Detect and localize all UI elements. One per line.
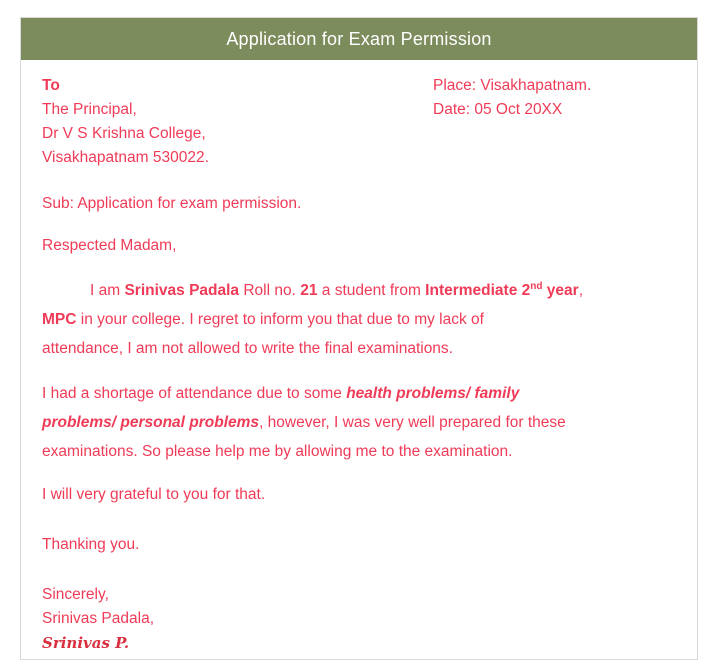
subject-line: Sub: Application for exam permission. [42, 195, 302, 212]
recipient-city: Visakhapatnam 530022. [42, 149, 209, 166]
paragraph-2-line-3: examinations. So please help me by allowing me to the examination. [42, 443, 513, 460]
letter-title: Application for Exam Permission [21, 18, 697, 60]
roll-number: 21 [300, 282, 318, 299]
p1-text-5: in your college. I regret to inform you that due to my lack of [76, 311, 484, 328]
closing-block [42, 583, 682, 655]
letter-body [42, 74, 682, 655]
paragraph-1-line-1 [42, 276, 682, 305]
paragraph-2 [42, 379, 682, 466]
salutation: Respected Madam, [42, 237, 177, 254]
paragraph-2-line-1 [42, 379, 682, 408]
course-year [425, 282, 579, 299]
paragraph-1 [42, 276, 682, 363]
p2-text-1: I had a shortage of attendance due to some [42, 385, 347, 402]
recipient-college: Dr V S Krishna College, [42, 125, 206, 142]
paragraph-1-line-2 [42, 305, 682, 334]
paragraph-3: I will very grateful to you for that. [42, 486, 266, 503]
course-group: MPC [42, 311, 77, 328]
p2-text-2: , however, I was very well prepared for these [259, 414, 566, 431]
p1-comma: , [578, 282, 584, 299]
paragraph-1-line-3: attendance, I am not allowed to write the final examinations. [42, 340, 453, 357]
course-year-suffix: nd [530, 280, 543, 292]
course-year-end: year [542, 282, 579, 299]
student-name: Srinivas Padala [124, 282, 240, 299]
reasons-part-1: health problems/ family [346, 385, 520, 402]
p1-text-3: a student from [317, 282, 426, 299]
p1-text-2: Roll no. [239, 282, 301, 299]
reasons-part-2: problems/ personal problems [42, 414, 260, 431]
sincerely: Sincerely, [42, 586, 109, 603]
paragraph-2-line-2 [42, 408, 682, 437]
course-year-main: Intermediate 2 [425, 282, 531, 299]
thanks-line: Thanking you. [42, 536, 140, 553]
place-date [433, 74, 591, 122]
letter-card [20, 17, 698, 660]
address-block [42, 74, 682, 170]
sender-name: Srinivas Padala, [42, 610, 155, 627]
p1-text-1: I am [90, 282, 125, 299]
to-label: To [42, 77, 60, 94]
recipient-address [42, 74, 209, 170]
place: Place: Visakhapatnam. [433, 77, 592, 94]
date: Date: 05 Oct 20XX [433, 101, 563, 118]
signature: Srinivas P. [42, 634, 130, 652]
recipient-title: The Principal, [42, 101, 137, 118]
